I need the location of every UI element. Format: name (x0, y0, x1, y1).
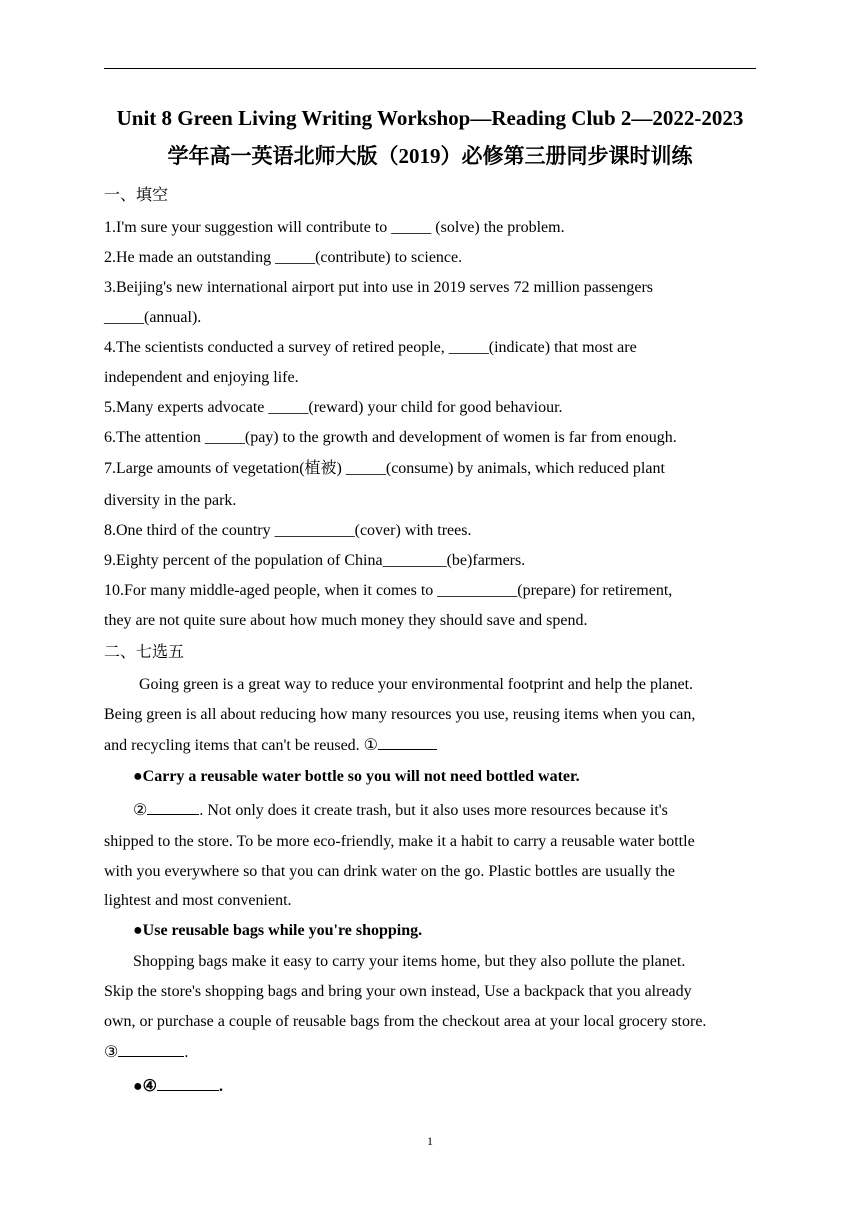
answer-blank-2 (147, 800, 199, 815)
paragraph-line: own, or purchase a couple of reusable bags from the checkout area at your local grocery store. (104, 1013, 707, 1030)
subheading-blank-4 (133, 1076, 223, 1097)
question-line: 8.One third of the country __________(cover) with trees. (104, 522, 472, 539)
question-line: 2.He made an outstanding _____(contribute) to science. (104, 249, 463, 266)
blank-marker: ② (133, 802, 148, 819)
question-line: 10.For many middle-aged people, when it comes to __________(prepare) for retirement, (104, 582, 673, 599)
question-line: 3.Beijing's new international airport put into use in 2019 serves 72 million passengers (104, 279, 654, 296)
paragraph-line: Going green is a great way to reduce your environmental footprint and help the planet. (139, 676, 694, 693)
paragraph-line: shipped to the store. To be more eco-friendly, make it a habit to carry a reusable water bottle (104, 833, 695, 850)
paragraph-text: and recycling items that can't be reused. ① (104, 737, 379, 754)
section-1-heading: 一、填空 (104, 187, 169, 204)
paragraph-line: Being green is all about reducing how many resources you use, reusing items when you can, (104, 706, 696, 723)
question-line: 4.The scientists conducted a survey of retired people, _____(indicate) that most are (104, 339, 637, 356)
paragraph-text: . Not only does it create trash, but it also uses more resources because it's (199, 802, 668, 819)
answer-blank-1 (378, 735, 437, 750)
question-line: independent and enjoying life. (104, 369, 299, 386)
question-line: they are not quite sure about how much money they should save and spend. (104, 612, 588, 629)
paragraph-text: . (219, 1078, 224, 1095)
paragraph-line: Skip the store's shopping bags and bring your own instead, Use a backpack that you already (104, 983, 692, 1000)
blank-marker: ●④ (133, 1078, 158, 1095)
question-line: 6.The attention _____(pay) to the growth and development of women is far from enough. (104, 429, 677, 446)
title-line-2: 学年高一英语北师大版（2019）必修第三册同步课时训练 (167, 144, 693, 168)
question-line: 9.Eighty percent of the population of China________(be)farmers. (104, 552, 526, 569)
title-line-1: Unit 8 Green Living Writing Workshop—Reading Club 2—2022-2023 (116, 106, 744, 130)
section-2-heading: 二、七选五 (104, 644, 185, 661)
subheading-water-bottle: ●Carry a reusable water bottle so you will not need bottled water. (133, 768, 580, 785)
paragraph-text: . (184, 1044, 189, 1061)
answer-blank-3 (118, 1042, 184, 1057)
answer-blank-4 (157, 1076, 219, 1091)
question-line: 7.Large amounts of vegetation(植被) _____(consume) by animals, which reduced plant (104, 460, 665, 477)
paragraph-line (104, 1042, 188, 1063)
question-line: _____(annual). (104, 309, 202, 326)
page-number: 1 (427, 1134, 433, 1148)
question-line: 1.I'm sure your suggestion will contribute to _____ (solve) the problem. (104, 219, 565, 236)
question-line: 5.Many experts advocate _____(reward) your child for good behaviour. (104, 399, 563, 416)
blank-marker: ③ (104, 1044, 119, 1061)
paragraph-line (133, 800, 668, 821)
subheading-reusable-bags: ●Use reusable bags while you're shopping. (133, 922, 423, 939)
header-rule (104, 68, 756, 69)
question-line: diversity in the park. (104, 492, 237, 509)
paragraph-line: lightest and most convenient. (104, 892, 292, 909)
paragraph-line (104, 735, 437, 756)
paragraph-line: Shopping bags make it easy to carry your items home, but they also pollute the planet. (133, 953, 686, 970)
paragraph-line: with you everywhere so that you can drink water on the go. Plastic bottles are usually the (104, 863, 675, 880)
